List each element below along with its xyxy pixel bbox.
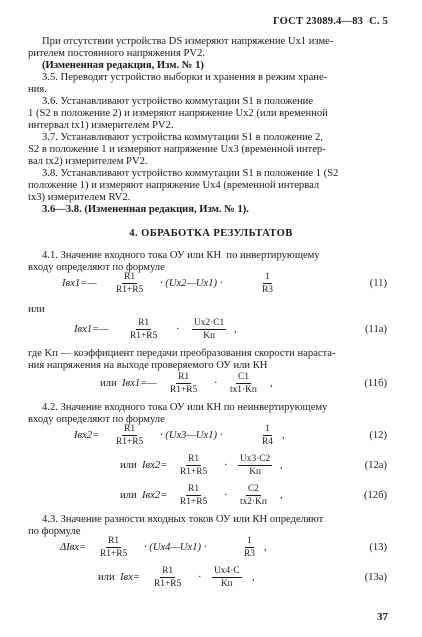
- text-line: входу определяют по формуле: [28, 262, 165, 273]
- equation-number: (13): [369, 542, 387, 553]
- fraction: [128, 318, 159, 341]
- formula-lhs: Iвх1=—: [74, 324, 109, 335]
- text-line: по формуле: [28, 526, 81, 537]
- dot-operator: ·: [214, 378, 218, 389]
- fraction: [178, 454, 209, 477]
- text-line: 1 (S2 в положение 2) и измеряют напряжение Ux2 (или временной: [28, 108, 328, 119]
- comma: ,: [270, 378, 273, 389]
- amendment-note: (Измененная редакция, Изм. № 1): [42, 60, 204, 71]
- amendment-note: 3.6—3.8. (Измененная редакция, Изм. № 1).: [42, 204, 249, 215]
- text-line: или: [28, 304, 45, 315]
- text-line: 4.2. Значение входного тока ОУ или КН по неинвертирующему: [42, 402, 328, 413]
- denominator: R1+R5: [180, 467, 208, 477]
- dot-operator: ·: [198, 572, 202, 583]
- denominator: Kп: [249, 467, 261, 477]
- page-number: 37: [377, 611, 388, 623]
- text-line: 3.6. Устанавливают устройство коммутации S1 в положение: [42, 96, 314, 107]
- fraction: [114, 272, 145, 295]
- denominator: tx2·Kп: [240, 497, 267, 507]
- equation-number: (12): [369, 430, 387, 441]
- fraction: [98, 536, 129, 559]
- denominator: R1+R5: [116, 437, 144, 447]
- text-line: интервал tx1) измерителем PV2.: [28, 120, 174, 131]
- numerator: Ux2·C1: [194, 318, 225, 328]
- page-header: [273, 16, 388, 27]
- denominator: R1+R5: [154, 579, 182, 589]
- text-line: 4.1. Значение входного тока ОУ или КН по инвертирующему: [42, 250, 320, 261]
- formula-lhs: ΔIвх=: [60, 542, 87, 553]
- fraction: [238, 454, 272, 477]
- text-line: ния.: [28, 84, 47, 95]
- denominator: Kп: [220, 579, 233, 589]
- numerator: 1: [247, 536, 252, 546]
- equation-number: (12а): [364, 460, 387, 471]
- equation-number: (13а): [364, 572, 387, 583]
- equation-number: (11): [369, 278, 387, 289]
- fraction: [228, 372, 259, 395]
- denominator: tx1·Kп: [230, 385, 257, 395]
- numerator: Ux4·C: [214, 566, 240, 576]
- numerator: R1: [108, 536, 120, 546]
- denominator: R3: [262, 285, 273, 295]
- numerator: R1: [162, 566, 174, 576]
- numerator: R1: [188, 484, 200, 494]
- fraction: [168, 372, 199, 395]
- fraction: [152, 566, 183, 589]
- text-line: где Kп — коэффициент передачи преобразования скорости нараста-: [28, 348, 336, 359]
- or-word: или: [100, 378, 117, 389]
- numerator: R1: [124, 272, 136, 282]
- fraction: [178, 484, 209, 507]
- comma: ,: [282, 430, 285, 441]
- page-label: С. 5: [369, 16, 388, 27]
- or-word: или: [98, 572, 115, 583]
- formula-mid: · (Ux4—Ux1) ·: [144, 542, 207, 553]
- text-line: положение 1) и измеряют напряжение Ux4 (временной интервал: [28, 180, 320, 191]
- denominator: R1+R5: [130, 331, 158, 341]
- or-word: или: [120, 490, 137, 501]
- denominator: R1+R5: [116, 285, 144, 295]
- text-line: ния напряжения на выходе проверяемого ОУ или КН: [28, 360, 268, 371]
- comma: ,: [264, 542, 267, 553]
- formula-lhs: Iвх1=—: [62, 278, 97, 289]
- fraction: [114, 424, 145, 447]
- section-heading: 4. ОБРАБОТКА РЕЗУЛЬТАТОВ: [129, 228, 293, 239]
- text-line: 4.3. Значение разности входных токов ОУ или КН определяют: [42, 514, 324, 525]
- or-word: или: [120, 460, 137, 471]
- text-line: 3.8. Устанавливают устройство коммутации S1 в положение 1 (S2: [42, 168, 339, 179]
- comma: ,: [252, 572, 255, 583]
- numerator: 1: [265, 272, 270, 282]
- equation-number: (11б): [364, 378, 387, 389]
- formula-lhs: Iвх2=: [142, 460, 168, 471]
- text-line: вал tx2) измерителем PV2.: [28, 156, 148, 167]
- fraction: [260, 424, 275, 447]
- numerator: R1: [178, 372, 190, 382]
- denominator: R3: [244, 549, 255, 559]
- text-line: рителем постоянного напряжения PV2.: [28, 48, 205, 59]
- dot-operator: ·: [176, 324, 180, 335]
- dot-operator: ·: [224, 460, 228, 471]
- denominator: R1+R5: [100, 549, 128, 559]
- denominator: R4: [262, 437, 273, 447]
- text-line: tx3) измерителем RV2.: [28, 192, 131, 203]
- denominator: R1+R5: [170, 385, 198, 395]
- numerator: C1: [237, 372, 249, 382]
- numerator: R1: [188, 454, 200, 464]
- comma: ,: [280, 490, 283, 501]
- fraction: [212, 566, 242, 589]
- fraction: [260, 272, 275, 295]
- formula-lhs: Iвх2=: [74, 430, 100, 441]
- equation-number: (11а): [365, 324, 387, 335]
- comma: ,: [234, 324, 237, 335]
- denominator: Kп: [203, 331, 215, 341]
- dot-operator: ·: [224, 490, 228, 501]
- fraction: [192, 318, 226, 341]
- numerator: C2: [247, 484, 259, 494]
- formula-lhs: Iвх1=—: [122, 378, 157, 389]
- equation-number: (12б): [363, 490, 387, 501]
- standard-code: ГОСТ 23089.4—83: [273, 16, 364, 27]
- fraction: [242, 536, 257, 559]
- formula-lhs: Iвх=: [120, 572, 140, 583]
- text-line: 3.7. Устанавливают устройства коммутации S1 в положение 2,: [42, 132, 323, 143]
- numerator: 1: [265, 424, 270, 434]
- numerator: R1: [138, 318, 150, 328]
- fraction: [238, 484, 269, 507]
- numerator: R1: [124, 424, 136, 434]
- text-line: 3.5. Переводят устройство выборки и хранения в режим хране-: [42, 72, 328, 83]
- text-line: При отсутствии устройства DS измеряют напряжение Ux1 изме-: [42, 36, 334, 47]
- formula-mid: · (Ux2—Ux1) ·: [160, 278, 223, 289]
- comma: ,: [280, 460, 283, 471]
- text-line: входу определяют по формуле: [28, 414, 165, 425]
- text-line: S2 в положение 1 и измеряют напряжение Ux3 (временной интер-: [28, 144, 326, 155]
- denominator: R1+R5: [180, 497, 208, 507]
- formula-lhs: Iвх2=: [142, 490, 168, 501]
- formula-mid: · (Ux3—Ux1) ·: [160, 430, 223, 441]
- numerator: Ux3·C2: [240, 454, 271, 464]
